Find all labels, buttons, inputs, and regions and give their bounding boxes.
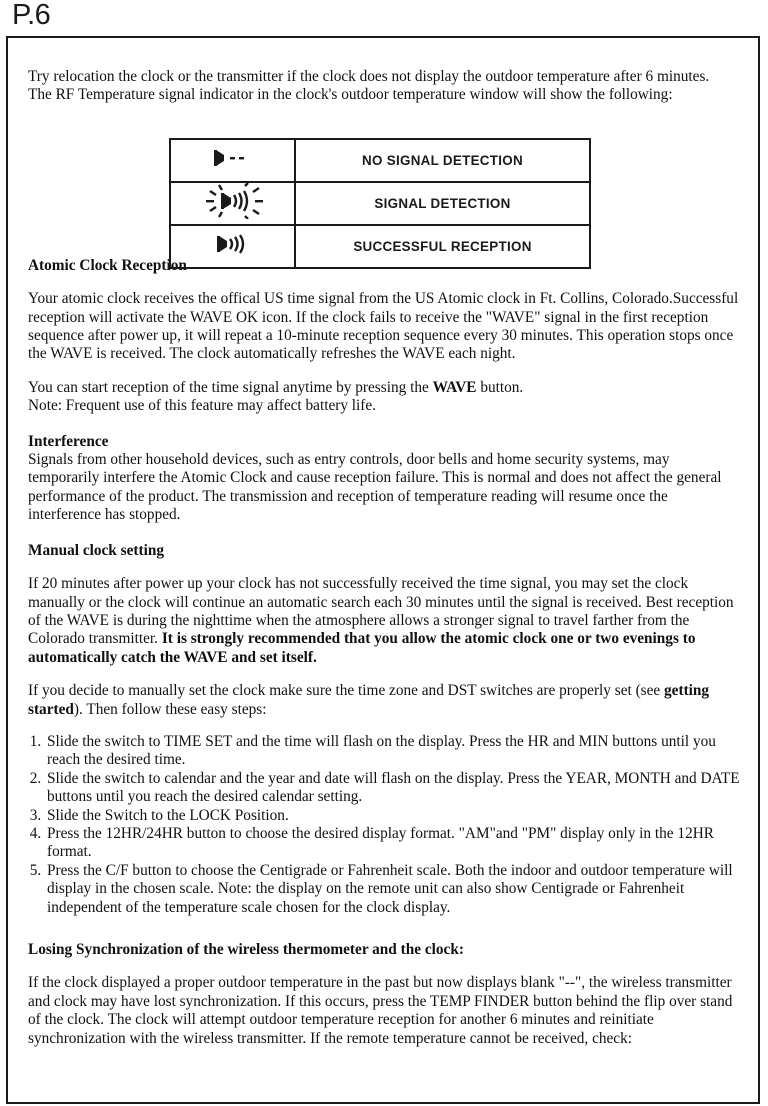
table-row: [170, 139, 590, 182]
atomic-clock-body: Your atomic clock receives the offical US time signal from the US Atomic clock in Ft. Collins, Colorado.Successful reception will activate the WAVE OK icon. If the clock fails to receive the "WAVE" signal in the first reception sequence after power up, it will repeat a 10-minute reception sequence every 30 minutes. This operation stops once the WAVE is received. The clock automatically refreshes the WAVE each night.: [28, 290, 739, 363]
signal-none-icon: [204, 145, 262, 171]
dst-line-suffix: ). Then follow these easy steps:: [73, 700, 267, 718]
signal-received-icon-cell: [170, 225, 295, 268]
intro-paragraph-1: Try relocation the clock or the transmitter if the clock does not display the outdoor temperature after 6 minutes.: [28, 68, 710, 85]
losing-sync-body: If the clock displayed a proper outdoor temperature in the past but now displays blank "--", the wireless transmitter and clock may have lost synchronization. If this occurs, press the TEMP FINDER button behind the flip over stand of the clock. The clock will attempt outdoor temperature reception for another 6 minutes and reinitiate synchronization with the wireless transmitter. If the remote temperature cannot be received, check:: [28, 974, 733, 1047]
heading-manual-clock-setting: Manual clock setting: [28, 541, 164, 559]
heading-losing-synchronization: Losing Synchronization of the wireless thermometer and the clock:: [28, 941, 464, 958]
list-item: 2. Slide the switch to calendar and the year and date will flash on the display. Press the YEAR, MONTH and DATE buttons until you reach the desired calendar setting.: [45, 770, 744, 807]
table-row: [170, 225, 590, 268]
heading-interference: Interference: [28, 432, 109, 450]
signal-detecting-label: SIGNAL DETECTION: [295, 182, 590, 225]
wave-line-suffix: button.: [476, 378, 524, 396]
getting-started-reference: getting started: [28, 682, 710, 718]
signal-received-label: SUCCESSFUL RECEPTION: [295, 225, 590, 268]
battery-note-line: Note: Frequent use of this feature may affect battery life.: [28, 397, 377, 415]
wave-bold-label: WAVE: [432, 378, 477, 396]
dst-line-prefix: If you decide to manually set the clock make sure the time zone and DST switches are properly set (see: [28, 682, 665, 700]
manual-setting-body-text: If 20 minutes after power up your clock has not successfully received the time signal, you may set the clock manually or the clock will continue an automatic search each 30 minutes until the signal is received. Best reception of the WAVE is during the nighttime when the atmosphere allows a stronger signal to travel farther from the Colorado transmitter.: [28, 575, 734, 648]
list-item: 3. Slide the Switch to the LOCK Position.: [45, 807, 744, 825]
manual-setting-steps-list: [28, 733, 744, 917]
rf-signal-indicator-table: [169, 138, 591, 269]
heading-atomic-clock-reception: Atomic Clock Reception: [28, 256, 187, 274]
list-item: 4. Press the 12HR/24HR button to choose the desired display format. "AM"and "PM" display only in the 12HR format.: [45, 825, 744, 862]
manual-setting-emphasis: It is strongly recommended that you allow the atomic clock one or two evenings to automatically catch the WAVE and set itself.: [28, 630, 696, 666]
page-number-label: P.6: [12, 0, 51, 31]
list-item: 5. Press the C/F button to choose the Centigrade or Fahrenheit scale. Both the indoor and outdoor temperature will display in the chosen scale. Note: the display on the remote unit can also show Centigrade or Fahrenheit independent of the temperature scale chosen for the clock display.: [45, 862, 744, 917]
signal-received-icon: [209, 230, 257, 258]
wave-line-prefix: You can start reception of the time signal anytime by pressing the: [28, 378, 433, 396]
signal-none-icon-cell: [170, 139, 295, 182]
table-row: [170, 182, 590, 225]
interference-body: Signals from other household devices, such as entry controls, door bells and home security systems, may temporarily interfere the Atomic Clock and cause reception failure. This is normal and does not affect the general performance of the product. The transmission and reception of temperature reading will resume once the interference has stopped.: [28, 451, 722, 524]
signal-detecting-icon-cell: [170, 182, 295, 225]
wave-button-line: [28, 379, 744, 397]
list-item: 1. Slide the switch to TIME SET and the time will flash on the display. Press the HR and MIN buttons until you reach the desired time.: [45, 733, 744, 770]
signal-none-label: NO SIGNAL DETECTION: [295, 139, 590, 182]
intro-paragraph-2: The RF Temperature signal indicator in the clock's outdoor temperature window will show the following:: [28, 86, 673, 104]
dst-switches-line: [28, 682, 744, 719]
signal-detecting-icon: [197, 183, 269, 219]
manual-setting-body: [28, 575, 744, 667]
